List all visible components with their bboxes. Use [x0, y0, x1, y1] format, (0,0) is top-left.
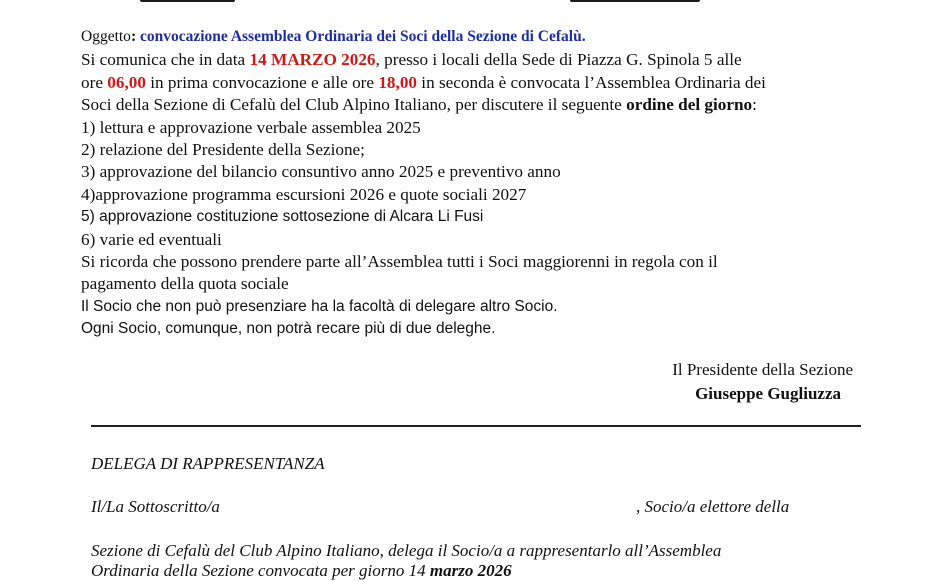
proxy-date: marzo 2026: [429, 561, 512, 580]
agenda-item: 2) relazione del Presidente della Sezione;: [81, 140, 365, 160]
intro-text: :: [752, 95, 757, 115]
first-call-time: 06,00: [107, 72, 146, 92]
voter-field-label: , Socio/a elettore della: [636, 497, 790, 516]
intro-line-3: [81, 94, 871, 116]
intro-text: Soci della Sezione di Cefalù del Club Alpino Italiano, per discutere il seguente: [81, 95, 627, 115]
intro-text: in prima convocazione e alle ore: [145, 72, 379, 92]
meeting-date: 14 MARZO 2026: [249, 50, 376, 70]
proxy-body-line-2: [91, 561, 871, 581]
signature-role: Il Presidente della Sezione: [672, 360, 853, 379]
agenda-item: 5) approvazione costituzione sottosezione di Alcara Li Fusi: [81, 208, 484, 226]
intro-text: Si comunica che in data: [81, 50, 250, 70]
subject-text: convocazione Assemblea Ordinaria dei Soci della Sezione di Cefalù.: [139, 28, 586, 45]
cropped-header-fragment-left: [140, 0, 235, 2]
reminder-line-1: Si ricorda che possono prendere parte all’Assemblea tutti i Soci maggiorenni in regola con il: [81, 252, 718, 272]
intro-line-1: [81, 49, 871, 71]
subject-label: Oggetto: [81, 28, 131, 45]
agenda-item: 1) lettura e approvazione verbale assemblea 2025: [81, 117, 421, 137]
subject-line: [81, 26, 871, 48]
proxy-limit-note: Ogni Socio, comunque, non potrà recare più di due deleghe.: [81, 320, 496, 338]
intro-text: , presso i locali della Sede di Piazza G. Spinola 5 alle: [375, 50, 742, 70]
agenda-item: 4)approvazione programma escursioni 2026 e quote sociali 2027: [81, 184, 527, 204]
proxy-body-line-1: Sezione di Cefalù del Club Alpino Italiano, delega il Socio/a a rappresentarlo all’Assemblea: [91, 541, 722, 560]
agenda-label: ordine del giorno: [626, 95, 753, 115]
signature-name: Giuseppe Gugliuzza: [695, 384, 841, 403]
convocation-letter: [81, 26, 871, 341]
intro-text: in seconda è convocata l’Assemblea Ordinaria dei: [417, 72, 766, 92]
agenda-list: [81, 117, 871, 251]
intro-line-2: [81, 72, 871, 94]
proxy-form-title: DELEGA DI RAPPRESENTANZA: [91, 454, 325, 473]
proxy-body-text: Ordinaria della Sezione convocata per giorno 14: [91, 561, 430, 580]
intro-text: ore: [81, 72, 108, 92]
cropped-header-fragment-right: [570, 0, 700, 2]
proxy-form-body: [91, 541, 871, 581]
second-call-time: 18,00: [378, 72, 417, 92]
agenda-item: 6) varie ed eventuali: [81, 229, 222, 249]
undersigned-field-label: Il/La Sottoscritto/a: [91, 497, 220, 516]
reminder-line-2: pagamento della quota sociale: [81, 274, 289, 294]
agenda-item: 3) approvazione del bilancio consuntivo anno 2025 e preventivo anno: [81, 162, 561, 182]
delegate-note: Il Socio che non può presenziare ha la facoltà di delegare altro Socio.: [81, 297, 558, 315]
signature-block: [672, 358, 853, 406]
cut-line-divider: [91, 425, 861, 427]
subject-colon: :: [130, 28, 140, 45]
